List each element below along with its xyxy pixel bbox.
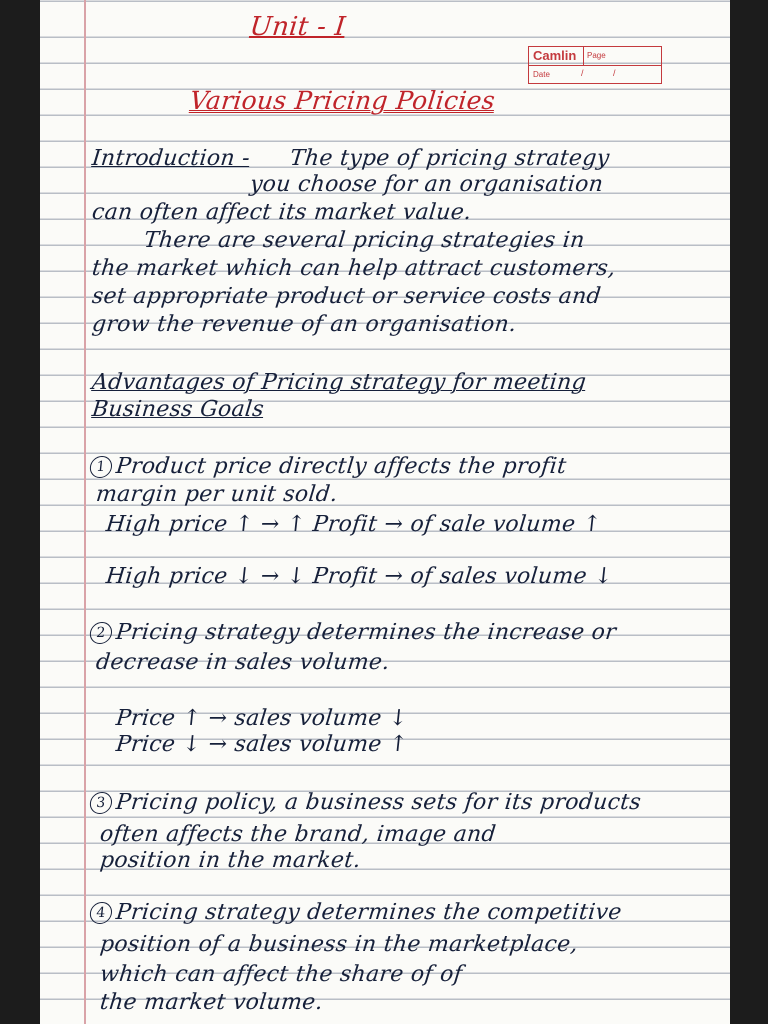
stamp-date-label: Date bbox=[533, 70, 550, 79]
point-number: 3 bbox=[89, 792, 113, 814]
intro-line: There are several pricing strategies in bbox=[142, 228, 586, 253]
page-date-stamp bbox=[528, 46, 662, 84]
point-number: 4 bbox=[89, 902, 113, 924]
page-title: Various Pricing Policies bbox=[188, 86, 497, 115]
point-text: the market volume. bbox=[98, 990, 325, 1015]
point-text: decrease in sales volume. bbox=[94, 650, 391, 675]
point-3 bbox=[89, 790, 643, 815]
intro-line: the market which can help attract customers, bbox=[90, 256, 617, 281]
point-text: Pricing strategy determines the competitive bbox=[114, 900, 623, 925]
intro-line: set appropriate product or service costs and bbox=[90, 284, 603, 309]
point-number: 1 bbox=[89, 456, 113, 478]
margin-line bbox=[84, 0, 86, 1024]
formula-line: Price ↑ → sales volume ↓ bbox=[114, 706, 410, 731]
point-text: often affects the brand, image and bbox=[98, 822, 498, 847]
notebook-page bbox=[40, 0, 730, 1024]
stamp-date-sep: / bbox=[581, 68, 584, 78]
point-text: Pricing strategy determines the increase or bbox=[114, 620, 618, 645]
point-text: which can affect the share of of bbox=[98, 962, 464, 987]
point-text: position in the market. bbox=[98, 848, 363, 873]
point-2 bbox=[89, 620, 618, 645]
intro-line: can often affect its market value. bbox=[90, 200, 473, 225]
intro-line: grow the revenue of an organisation. bbox=[90, 312, 518, 337]
advantages-heading: Advantages of Pricing strategy for meeting bbox=[90, 370, 588, 395]
point-number: 2 bbox=[89, 622, 113, 644]
point-text: Product price directly affects the profit bbox=[114, 454, 568, 479]
intro-label: Introduction - bbox=[90, 146, 252, 171]
intro-line: The type of pricing strategy bbox=[288, 146, 611, 171]
formula-line: High price ↓ → ↓ Profit → of sales volume ↓ bbox=[104, 564, 615, 589]
stamp-brand: Camlin bbox=[533, 48, 577, 63]
point-1 bbox=[89, 454, 568, 479]
point-text: Pricing policy, a business sets for its products bbox=[114, 790, 643, 815]
point-4 bbox=[89, 900, 623, 925]
formula-line: Price ↓ → sales volume ↑ bbox=[114, 732, 410, 757]
unit-heading: Unit - I bbox=[248, 12, 347, 42]
formula-line: High price ↑ → ↑ Profit → of sale volume ↑ bbox=[104, 512, 603, 537]
advantages-heading: Business Goals bbox=[90, 397, 266, 422]
stamp-date-sep: / bbox=[613, 68, 616, 78]
stamp-page-label: Page bbox=[587, 51, 606, 60]
intro-line: you choose for an organisation bbox=[248, 172, 605, 197]
point-text: margin per unit sold. bbox=[94, 482, 339, 507]
point-text: position of a business in the marketplace, bbox=[98, 932, 580, 957]
